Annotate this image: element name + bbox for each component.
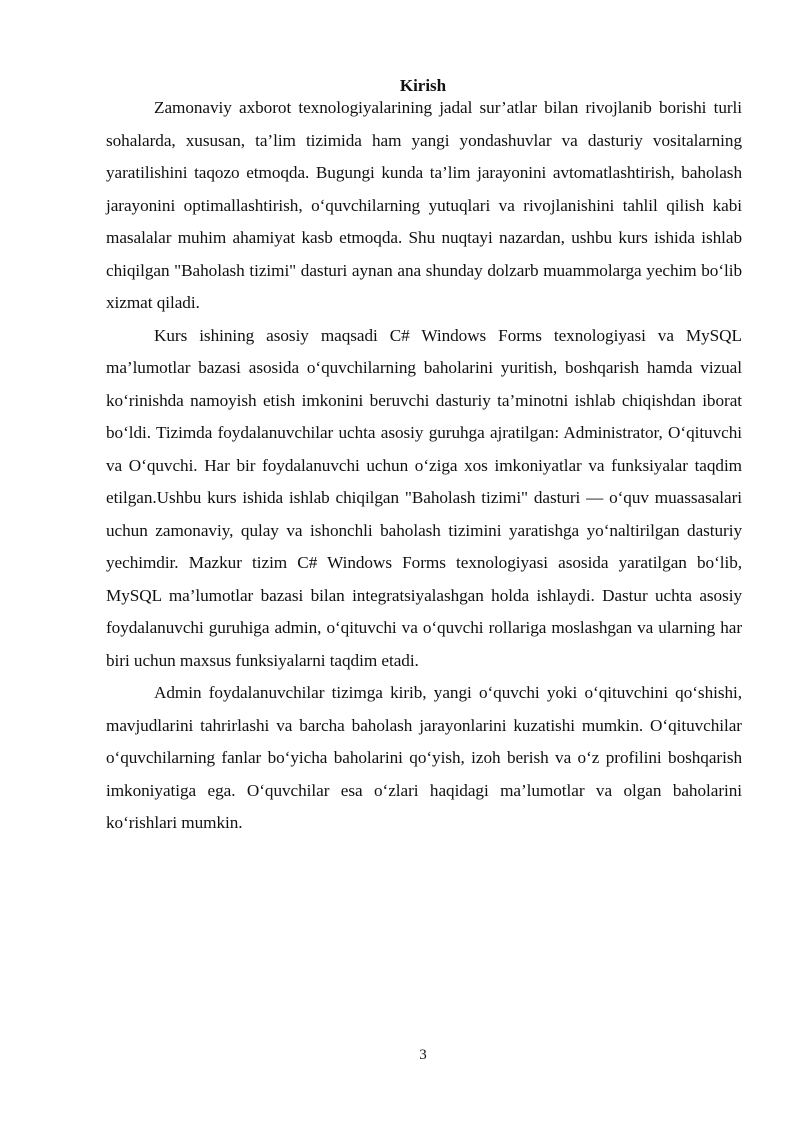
paragraph-course-goal: Kurs ishining asosiy maqsadi C# Windows Forms texnologiyasi va MySQL ma’lumotlar bazasi asosida o‘quvchilarning baholarini yuritish, boshqarish hamda vizual ko‘rinishda namoyish etish imkonini beruvchi dasturiy ta’minotni ishlab chiqishdan iborat bo‘ldi. Tizimda foydalanuvchilar uchta asosiy guruhga ajratilgan: Administrator, O‘qituvchi va O‘quvchi. Har bir foydalanuvchi uchun o‘ziga xos imkoniyatlar va funksiyalar taqdim etilgan.Ushbu kurs ishida ishlab chiqilgan "Baholash tizimi" dasturi — o‘quv muassasalari uchun zamonaviy, qulay va ishonchli baholash tizimini yaratishga yo‘naltirilgan dasturiy yechimdir. Mazkur tizim C# Windows Forms texnologiyasi asosida yaratilgan bo‘lib, MySQL ma’lumotlar bazasi bilan integratsiyalashgan holda ishlaydi. Dastur uchta asosiy foydalanuvchi guruhiga admin, o‘qituvchi va o‘quvchi rollariga moslashgan va ularning har biri uchun maxsus funksiyalarni taqdim etadi. (106, 325, 742, 670)
body-text (106, 92, 742, 840)
section-heading: Kirish (399, 76, 447, 95)
paragraph-user-roles: Admin foydalanuvchilar tizimga kirib, yangi o‘quvchi yoki o‘qituvchini qo‘shishi, mavjudlarini tahrirlashi va barcha baholash jarayonlarini kuzatishi mumkin. O‘qituvchilar o‘quvchilarning fanlar bo‘yicha baholarini qo‘yish, izoh berish va o‘z profilini boshqarish imkoniyatiga ega. O‘quvchilar esa o‘zlari haqidagi ma’lumotlar va olgan baholarini ko‘rishlari mumkin. (106, 683, 742, 832)
page-number: 3 (419, 1047, 427, 1063)
paragraph-introduction: Zamonaviy axborot texnologiyalarining jadal sur’atlar bilan rivojlanib borishi turli sohalarda, xususan, ta’lim tizimida ham yangi yondashuvlar va dasturiy vositalarning yaratilishini taqozo etmoqda. Bugungi kunda ta’lim jarayonini avtomatlashtirish, baholash jarayonini optimallashtirish, o‘quvchilarning yutuqlari va rivojlanishini tahlil qilish kabi masalalar muhim ahamiyat kasb etmoqda. Shu nuqtayi nazardan, ushbu kurs ishida ishlab chiqilgan "Baholash tizimi" dasturi aynan ana shunday dolzarb muammolarga yechim bo‘lib xizmat qiladi. (106, 98, 742, 312)
